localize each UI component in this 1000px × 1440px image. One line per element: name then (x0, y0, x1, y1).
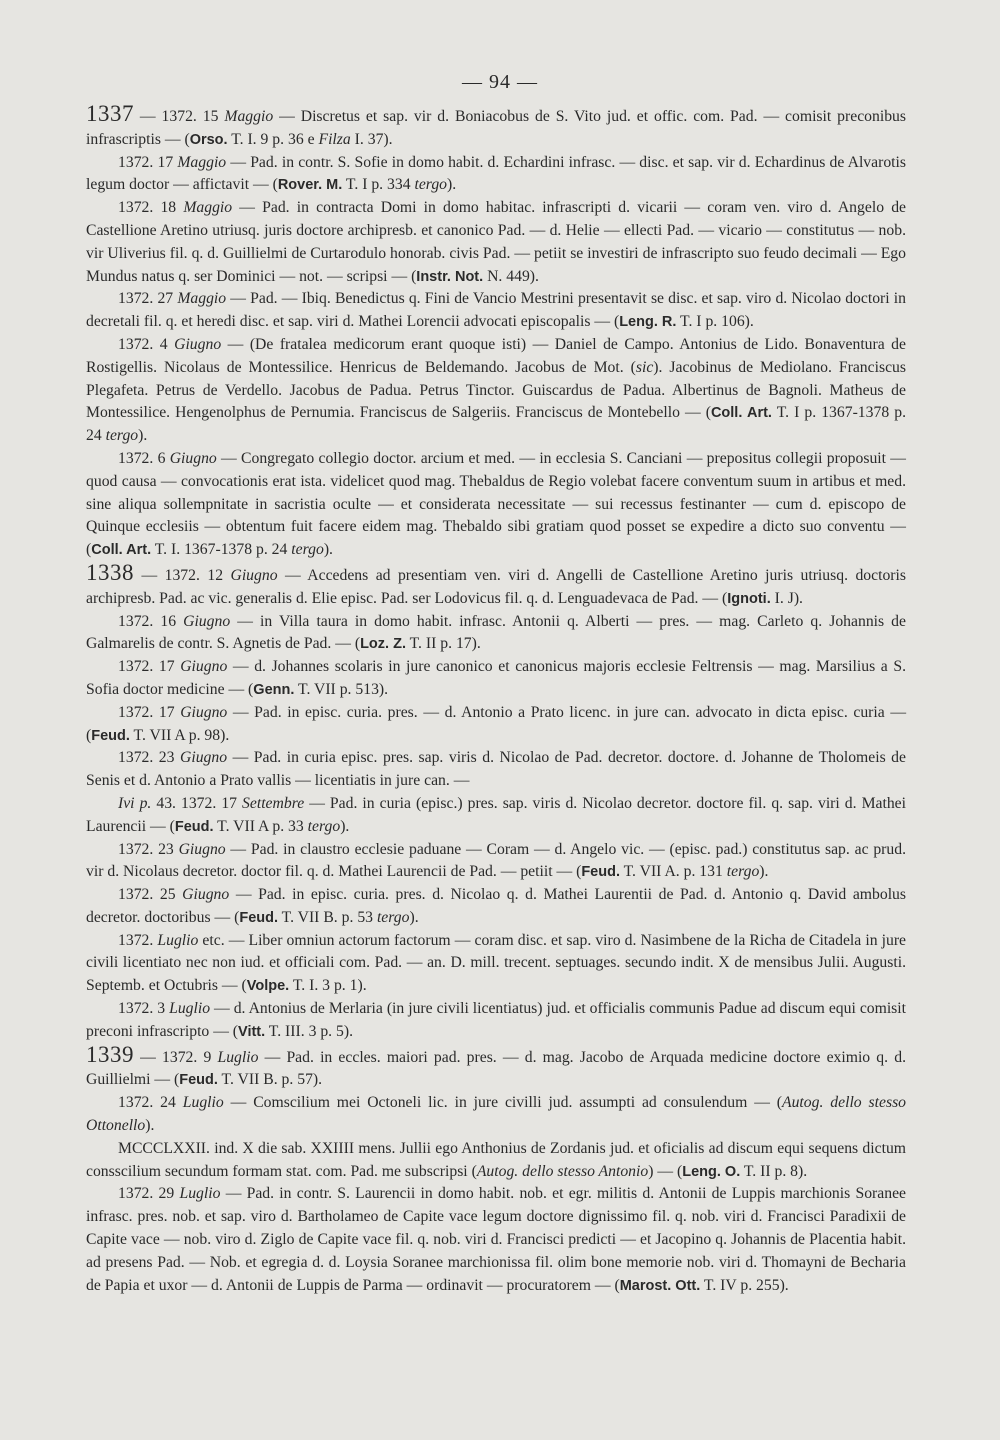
paragraph: 1372. 27 Maggio — Pad. — Ibiq. Benedictus q. Fini de Vancio Mestrini presentavit se disc. et sap. viro d. Nicolao doctori in decretali fil. q. et heredi disc. et sap. viri d. Mathei Lorencii advocati episcopalis — (Leng. R. T. I p. 106). (86, 290, 906, 331)
paragraph: 1372. 4 Giugno — (De fratalea medicorum erant quoque isti) — Daniel de Campo. Antonius de Lido. Bonaventura de Rostigellis. Nicolaus de Montessilice. Henricus de Beldemando. Jacobus de Mot. (sic). Jacobinus de Mediolano. Franciscus Plegafeta. Petrus de Verdello. Jacobus de Padua. Petrus Tinctor. Guiscardus de Padua. Albertinus de Bagnoli. Matheus de Montessilice. Hengenolphus de Pernumia. Franciscus de Salgeriis. Franciscus de Montebello — (Coll. Art. T. I p. 1367-1378 p. 24 tergo). (86, 335, 906, 445)
paragraph: MCCCLXXII. ind. X die sab. XXIIII mens. Jullii ego Anthonius de Zordanis jud. et oficialis ad discum equi sequens dictum consscilium secundum formam stat. com. Pad. me subscripsi (Autog. dello stesso Antonio) — (Leng. O. T. II p. 8). (86, 1139, 906, 1180)
paragraph: 1337 — 1372. 15 Maggio — Discretus et sap. vir d. Boniacobus de S. Vito jud. et offic. com. Pad. — comisit preconibus infrascriptis — (Orso. T. I. 9 p. 36 e Filza I. 37). (86, 101, 907, 148)
paragraph: 1372. 17 Giugno — Pad. in episc. curia. pres. — d. Antonio a Prato licenc. in jure can. advocato in dicta episc. curia — (Feud. T. VII A p. 98). (86, 703, 907, 744)
paragraph: 1339 — 1372. 9 Luglio — Pad. in eccles. maiori pad. pres. — d. mag. Jacobo de Arquada medicine doctore eximio q. d. Guillielmi — (Feud. T. VII B. p. 57). (86, 1041, 906, 1089)
paragraph: 1372. 16 Giugno — in Villa taura in domo habit. infrasc. Antonii q. Alberti — pres. — mag. Carleto q. Johannis de Galmarelis de contr. S. Agnetis de Pad. — (Loz. Z. T. II p. 17). (86, 612, 906, 653)
body-text (86, 103, 906, 1297)
paragraph: 1372. 3 Luglio — d. Antonius de Merlaria (in jure civili licentiatus) jud. et officialis communis Padue ad discum equi comisit preconi infrascripto — (Vitt. T. III. 3 p. 5). (86, 1000, 907, 1040)
paragraph: 1372. 6 Giugno — Congregato collegio doctor. arcium et med. — in ecclesia S. Canciani — prepositus collegii proposuit — quod causa — convocationis erat ista. videlicet quod mag. Thebaldus de Regio volebat facere conventum suum in artibus et med. sine aliqua sollempnitate in sacristia oculte — et considerata necessitate — sui recessus festinanter — cum d. episcopo de Quinque ecclesiis — obtentum fuit facere eidem mag. Thebaldo sibi gratiam quod posset se expedire a dicto suo conventu — (Coll. Art. T. I. 1367-1378 p. 24 tergo). (86, 449, 906, 559)
paragraph: 1372. 23 Giugno — Pad. in claustro ecclesie paduane — Coram — d. Angelo vic. — (episc. pad.) constitutus sap. ac prud. vir d. Nicolaus decretor. doctor fil. q. d. Mathei Laurencii de Pad. — petiit — (Feud. T. VII A. p. 131 tergo). (86, 840, 907, 881)
paragraph: Ivi p. 43. 1372. 17 Settembre — Pad. in curia (episc.) pres. sap. viris d. Nicolao decretor. doctore fil. q. sap. viri d. Mathei Laurencii — (Feud. T. VII A p. 33 tergo). (86, 794, 907, 835)
paragraph: 1372. 29 Luglio — Pad. in contr. S. Laurencii in domo habit. nob. et egr. militis d. Antonii de Luppis marchionis Soranee infrasc. pres. nob. et sap. viro d. Bartholameo de Capite vace legum doctore dignissimo fil. q. nob. viri d. Francisci Paradixii de Capite vace — nob. viro d. Ziglo de Capite vace fil. q. nob. viri d. Francisci predicti — et Jacopino q. Johannis de Placentia habit. ad presens Pad. — Nob. et egregia d. d. Loysia Soranee marchionissa fil. olim bone memorie nob. viri d. Thomayni de Becharia de Papia et uxor — d. Antonii de Luppis de Parma — ordinavit — procuratorem — (Marost. Ott. T. IV p. 255). (86, 1185, 907, 1294)
paragraph: 1338 — 1372. 12 Giugno — Accedens ad presentiam ven. viri d. Angelli de Castellione Aretino juris utriusq. doctoris archipresb. Pad. ac vic. generalis d. Elie episc. Pad. ser Lodovicus fil. q. d. Lenguadevaca de Pad. — (Ignoti. I. J). (86, 559, 906, 607)
paragraph: 1372. 23 Giugno — Pad. in curia episc. pres. sap. viris d. Nicolao de Pad. decretor. doctore. d. Johanne de Tholomeis de Senis et d. Antonio a Prato vallis — licentiatis in jure can. — (86, 749, 906, 790)
paragraph: 1372. 17 Giugno — d. Johannes scolaris in jure canonico et canonicus majoris ecclesie Feltrensis — mag. Marsilius a S. Sofia doctor medicine — (Genn. T. VII p. 513). (86, 658, 907, 698)
paragraph: 1372. 17 Maggio — Pad. in contr. S. Sofie in domo habit. d. Echardini infrasc. — disc. et sap. vir d. Echardinus de Alvarotis legum doctor — affictavit — (Rover. M. T. I p. 334 tergo). (86, 153, 906, 194)
paragraph: 1372. Luglio etc. — Liber omniun actorum factorum — coram disc. et sap. viro d. Nasimbene de la Richa de Citadela in jure civili licentiato nec non iud. et officiali com. Pad. — an. D. mill. trecent. septuages. secundo indit. X de mensibus Julii. Augusti. Septemb. et Octubris — (Volpe. T. I. 3 p. 1). (86, 931, 907, 995)
paragraph: 1372. 18 Maggio — Pad. in contracta Domi in domo habitac. infrascripti d. vicarii — coram ven. viro d. Angelo de Castellione Aretino utriusq. juris doctore archipresb. et canonico Pad. — d. Helie — ellecti Pad. — vicario — constitutus — nob. vir Uliverius fil. q. d. Guillielmi de Curtarodulo honorab. civis Pad. — petiit se investiri de infrascripto suo feudo decimali — Ego Mundus natus q. ser Dominici — not. — scripsi — (Instr. Not. N. 449). (86, 199, 907, 285)
paragraph: 1372. 25 Giugno — Pad. in episc. curia. pres. d. Nicolao q. d. Mathei Laurentii de Pad. d. Antonio q. David ambolus decretor. doctoribus — (Feud. T. VII B. p. 53 tergo). (86, 886, 907, 926)
page-number: — 94 — (462, 71, 538, 93)
paragraph: 1372. 24 Luglio — Comscilium mei Octoneli lic. in jure civilli jud. assumpti ad consulendum — (Autog. dello stesso Ottonello). (86, 1094, 907, 1135)
